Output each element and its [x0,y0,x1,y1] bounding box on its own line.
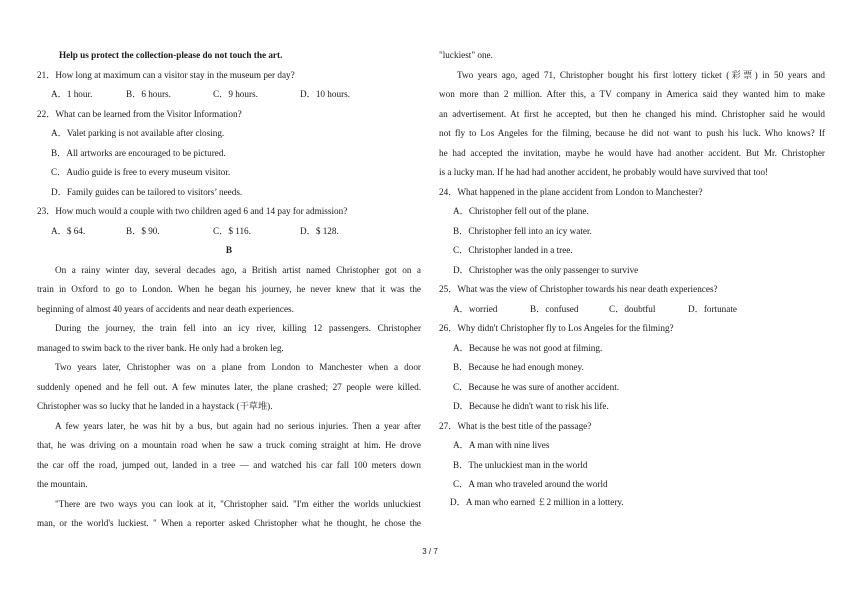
option-26-c[interactable]: C．Because he was sure of another accident. [453,381,620,392]
passage-line: "There are two ways you can look at it, "Christopher said. "I'm either the worlds unluckiest [55,498,421,509]
option-21-c[interactable]: C．9 hours. [213,89,258,99]
page-number: 3 / 7 [422,547,438,556]
option-23-c[interactable]: C．$ 116. [213,225,251,236]
passage-line: managed to swim back to the river bank. He only had a broken leg. [37,342,284,353]
option-24-b[interactable]: B．Christopher fell into an icy water. [453,225,592,236]
passage-line: an advertisement. At first he accepted, but then he changed his mind. Christopher said he would [439,108,825,119]
option-25-b[interactable]: B．confused [530,303,579,314]
option-24-a[interactable]: A．Christopher fell out of the plane. [453,206,589,216]
option-24-c[interactable]: C．Christopher landed in a tree. [453,245,573,255]
passage-line: the car off the road, jumped out, landed in a tree — and watched his car fall 100 meters down [37,459,421,470]
left-column [37,46,421,534]
option-22-c[interactable]: C．Audio guide is free to every museum visitor. [51,167,231,177]
question-25-options [439,300,825,320]
option-22-d[interactable]: D．Family guides can be tailored to visitors’ needs. [51,186,243,197]
option-21-b[interactable]: B．6 hours. [126,89,171,99]
question-21-stem: 21．How long at maximum can a visitor stay in the museum per day? [37,69,295,80]
option-21-d[interactable]: D．10 hours. [300,89,351,99]
passage-line: beginning of almost 40 years of accidents and near death experiences. [37,303,294,314]
passage-line: train in Oxford to go to London. When he began his journey, he never knew that it was the [37,284,421,294]
option-27-c[interactable]: C．A man who traveled around the world [453,479,608,489]
option-24-d[interactable]: D．Christopher was the only passenger to survive [453,264,639,275]
passage-line: "luckiest" one. [439,50,493,60]
notice-text: Help us protect the collection-please do not touch the art. [59,50,283,60]
question-27-stem: 27．What is the best title of the passage? [439,420,592,431]
question-22-stem: 22．What can be learned from the Visitor Information? [37,108,242,119]
passage-line: won more than 2 million. After this, a TV company in America said they wanted him to make [439,89,825,99]
passage-line: Two years later, Christopher was on a plane from London to Manchester when a door [55,362,421,372]
option-23-b[interactable]: B．$ 90. [126,225,160,236]
option-23-a[interactable]: A．$ 64. [51,225,86,236]
passage-line: the mountain. [37,479,88,489]
question-25-stem: 25．What was the view of Christopher towards his near death experiences? [439,284,718,294]
option-25-a[interactable]: A．worried [453,303,498,314]
passage-line: that, he was driving on a mountain road when he saw a truck coming straight at him. He drove [37,440,421,450]
option-27-a[interactable]: A．A man with nine lives [453,440,550,450]
option-27-b[interactable]: B．The unluckiest man in the world [453,459,588,470]
passage-line: During the journey, the train fell into an icy river, killing 12 passengers. Christopher [55,323,421,333]
question-26-stem: 26．Why didn't Christopher fly to Los Angeles for the filming? [439,323,674,333]
option-27-d[interactable]: D．A man who earned ￡2 million in a lottery. [450,496,624,507]
option-23-d[interactable]: D．$ 128. [300,225,339,236]
question-23-options [37,222,421,242]
question-21-options [37,85,421,105]
option-26-a[interactable]: A．Because he was not good at filming. [453,342,603,353]
option-21-a[interactable]: A．1 hour. [51,89,93,99]
passage-line: man, or the world's luckiest. " When a reporter asked Christopher what he thought, he chose the [37,518,421,528]
passage-line: he had accepted the invitation, maybe he would have had another accident. But Mr. Christopher [439,147,825,158]
option-22-a[interactable]: A．Valet parking is not available after closing. [51,128,225,138]
question-24-stem: 24．What happened in the plane accident from London to Manchester? [439,186,703,197]
option-26-b[interactable]: B．Because he had enough money. [453,362,584,372]
option-26-d[interactable]: D．Because he didn't want to risk his life. [453,401,609,411]
section-b-heading: B [225,245,233,255]
passage-line: not fly to Los Angeles for the filming, because he did not want to push his luck. Who knows? If [439,128,825,138]
passage-line: A few years later, he was hit by a bus, but again had no serious injuries. Then a year after [55,420,421,431]
passage-line: suddenly opened and he fell out. A few minutes later, the plane crashed; 27 people were killed. [37,381,421,392]
passage-line: Christopher was so lucky that he landed in a haystack (干草堆). [37,401,273,411]
passage-line: is a lucky man. If he had had another accident, he probably would have survived that too! [439,167,769,177]
passage-line: On a rainy winter day, several decades ago, a British artist named Christopher got on a [55,264,421,275]
right-column [439,46,825,509]
option-25-d[interactable]: D．fortunate [688,303,737,314]
option-25-c[interactable]: C．doubtful [609,303,656,314]
question-23-stem: 23．How much would a couple with two children aged 6 and 14 pay for admission? [37,206,348,216]
option-22-b[interactable]: B．All artworks are encouraged to be pictured. [51,147,226,158]
passage-line: Two years ago, aged 71, Christopher bought his first lottery ticket (彩票) in 50 years and [457,69,825,80]
